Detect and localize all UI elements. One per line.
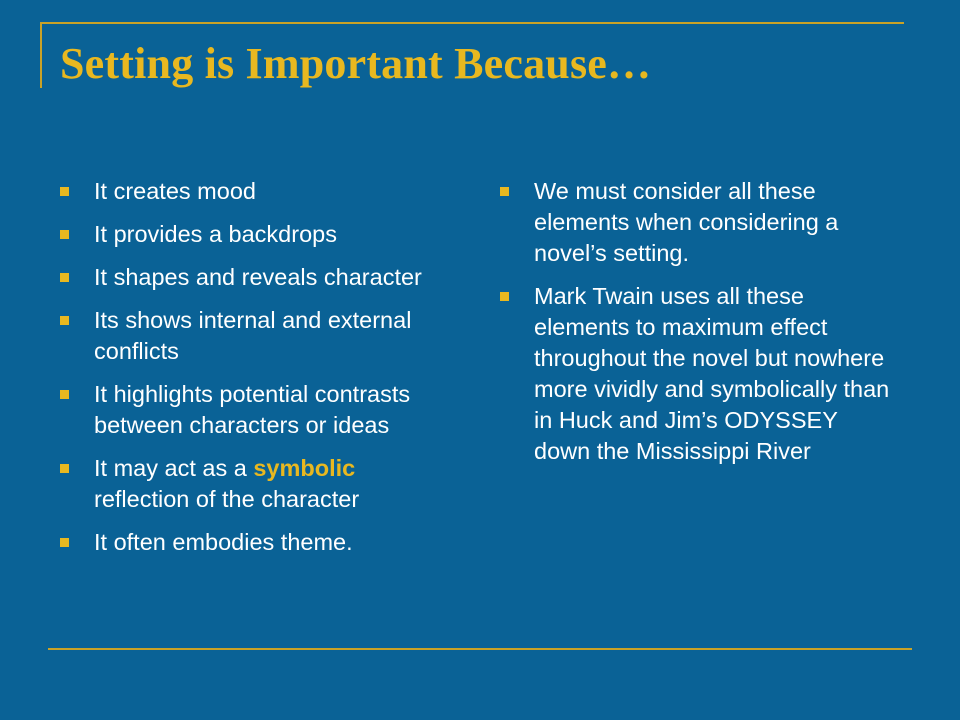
square-bullet-icon — [60, 187, 69, 196]
list-item — [498, 281, 898, 467]
symbolic-highlight: symbolic — [253, 455, 356, 481]
right-bullet-list — [498, 176, 898, 479]
bottom-rule — [48, 648, 912, 650]
square-bullet-icon — [60, 273, 69, 282]
list-item — [58, 527, 428, 558]
list-item — [58, 305, 428, 367]
square-bullet-icon — [60, 316, 69, 325]
square-bullet-icon — [60, 464, 69, 473]
bullet-text: We must consider all these elements when considering a novel’s setting. — [534, 178, 839, 266]
bullet-text-post: reflection of the character — [94, 486, 360, 512]
list-item — [58, 176, 428, 207]
square-bullet-icon — [60, 390, 69, 399]
list-item — [58, 453, 428, 515]
bullet-text: Its shows internal and external conflicts — [94, 307, 412, 364]
bullet-text: It highlights potential contrasts between characters or ideas — [94, 381, 411, 438]
bullet-text: Mark Twain uses all these elements to maximum effect throughout the novel but nowhere more vividly and symbolically than in Huck and Jim’s ODYSSEY down the Mississippi River — [534, 283, 890, 464]
list-item — [58, 219, 428, 250]
slide-title: Setting is Important Because… — [60, 39, 652, 88]
list-item — [58, 262, 428, 293]
square-bullet-icon — [500, 187, 509, 196]
square-bullet-icon — [60, 230, 69, 239]
square-bullet-icon — [60, 538, 69, 547]
bullet-text-pre: It may act as a — [94, 455, 254, 481]
bullet-text: It provides a backdrops — [94, 221, 337, 247]
left-rule — [40, 22, 42, 88]
bullet-text: It shapes and reveals character — [94, 264, 422, 290]
list-item — [498, 176, 898, 269]
left-bullet-list — [58, 176, 428, 570]
top-rule — [40, 22, 904, 24]
bullet-text: It creates mood — [94, 178, 256, 204]
bullet-text: It often embodies theme. — [94, 529, 353, 555]
list-item — [58, 379, 428, 441]
square-bullet-icon — [500, 292, 509, 301]
